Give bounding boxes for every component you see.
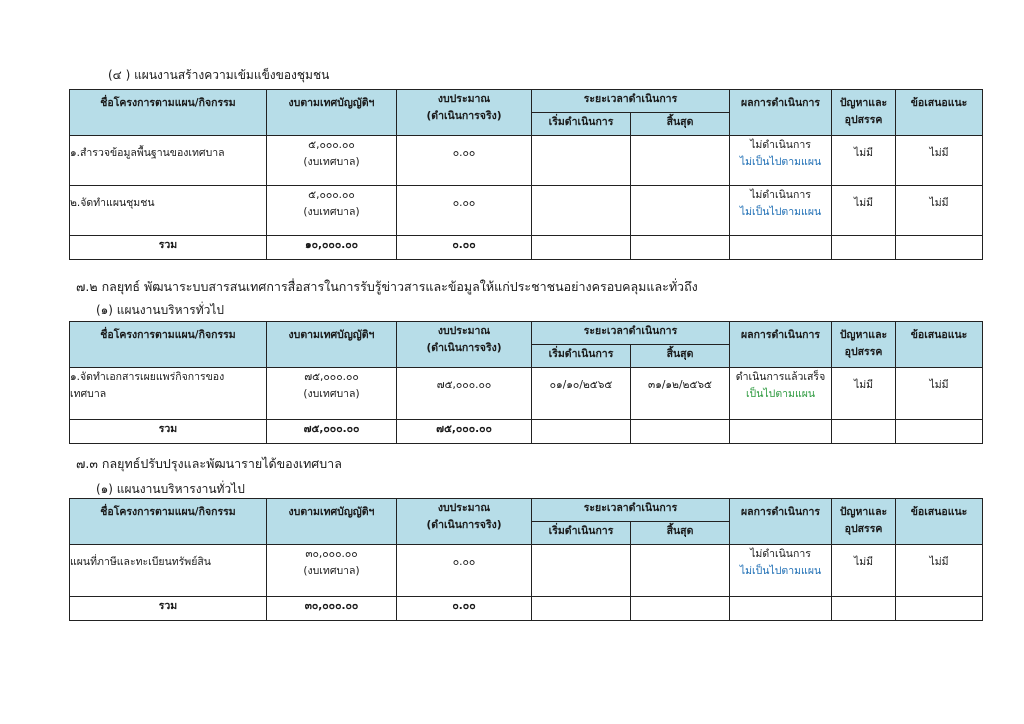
header-problem: ปัญหาและ อุปสรรค xyxy=(832,90,896,136)
section2-heading: (๑) แผนงานบริหารทั่วไป xyxy=(96,303,225,317)
actual-value: ๐.๐๐ xyxy=(397,545,532,597)
table-row xyxy=(70,368,983,420)
header-period: ระยะเวลาดำเนินการ xyxy=(532,499,730,522)
header-name: ชื่อโครงการตามแผน/กิจกรรม xyxy=(70,90,267,136)
header-result: ผลการดำเนินการ xyxy=(730,90,832,136)
project-name-cont: เทศบาล xyxy=(70,388,107,400)
budget-note: (งบเทศบาล) xyxy=(303,565,360,577)
total-label: รวม xyxy=(70,236,267,260)
section1-table xyxy=(69,89,983,260)
start-date: ๐๑/๑๐/๒๕๖๕ xyxy=(532,368,631,420)
result-status: เป็นไปตามแผน xyxy=(745,388,816,400)
result-status: ไม่เป็นไปตามแผน xyxy=(739,156,822,168)
table-row xyxy=(70,186,983,236)
budget-note: (งบเทศบาล) xyxy=(303,156,360,168)
end-date xyxy=(631,545,730,597)
result-status: ไม่เป็นไปตามแผน xyxy=(739,206,822,218)
result-status: ไม่เป็นไปตามแผน xyxy=(739,565,822,577)
total-budget: ๗๕,๐๐๐.๐๐ xyxy=(267,420,397,444)
section3-table xyxy=(69,498,983,621)
suggestion-value: ไม่มี xyxy=(896,368,983,420)
section3-heading: (๑) แผนงานบริหารงานทั่วไป xyxy=(96,482,245,496)
header-result: ผลการดำเนินการ xyxy=(730,322,832,368)
header-period: ระยะเวลาดำเนินการ xyxy=(532,322,730,345)
header-start: เริ่มดำเนินการ xyxy=(532,345,631,368)
budget-note: (งบเทศบาล) xyxy=(303,206,360,218)
header-period: ระยะเวลาดำเนินการ xyxy=(532,90,730,113)
table-row xyxy=(70,545,983,597)
suggestion-value: ไม่มี xyxy=(896,136,983,186)
total-row xyxy=(70,236,983,260)
total-row xyxy=(70,420,983,444)
problem-value: ไม่มี xyxy=(832,136,896,186)
header-actual: งบประมาณ (ดำเนินการจริง) xyxy=(397,322,532,368)
problem-value: ไม่มี xyxy=(832,186,896,236)
header-end: สิ้นสุด xyxy=(631,345,730,368)
suggestion-value: ไม่มี xyxy=(896,186,983,236)
section2-table xyxy=(69,321,983,444)
actual-value: ๐.๐๐ xyxy=(397,136,532,186)
header-suggestion: ข้อเสนอแนะ xyxy=(896,322,983,368)
start-date xyxy=(532,136,631,186)
start-date xyxy=(532,545,631,597)
table-row xyxy=(70,136,983,186)
header-result: ผลการดำเนินการ xyxy=(730,499,832,545)
header-suggestion: ข้อเสนอแนะ xyxy=(896,90,983,136)
header-problem: ปัญหาและ อุปสรรค xyxy=(832,499,896,545)
budget-value: ๗๕,๐๐๐.๐๐ xyxy=(304,371,359,383)
header-suggestion: ข้อเสนอแนะ xyxy=(896,499,983,545)
project-name: ๑.จัดทำเอกสารเผยแพร่กิจการของ xyxy=(70,371,225,383)
actual-value: ๐.๐๐ xyxy=(397,186,532,236)
header-end: สิ้นสุด xyxy=(631,522,730,545)
end-date: ๓๑/๑๒/๒๕๖๕ xyxy=(631,368,730,420)
budget-value: ๕,๐๐๐.๐๐ xyxy=(308,139,355,151)
section1-heading: (๔ ) แผนงานสร้างความเข้มแข็งของชุมชน xyxy=(108,68,330,82)
total-actual: ๗๕,๐๐๐.๐๐ xyxy=(397,420,532,444)
total-actual: ๐.๐๐ xyxy=(397,236,532,260)
budget-value: ๕,๐๐๐.๐๐ xyxy=(308,189,355,201)
start-date xyxy=(532,186,631,236)
budget-note: (งบเทศบาล) xyxy=(303,388,360,400)
total-row xyxy=(70,597,983,621)
result-text: ไม่ดำเนินการ xyxy=(750,189,811,201)
header-name: ชื่อโครงการตามแผน/กิจกรรม xyxy=(70,322,267,368)
header-name: ชื่อโครงการตามแผน/กิจกรรม xyxy=(70,499,267,545)
project-name: ๒.จัดทำแผนชุมชน xyxy=(70,186,267,236)
header-problem: ปัญหาและ อุปสรรค xyxy=(832,322,896,368)
header-budget: งบตามเทศบัญญัติฯ xyxy=(267,499,397,545)
actual-value: ๗๕,๐๐๐.๐๐ xyxy=(397,368,532,420)
end-date xyxy=(631,136,730,186)
strategy-7-2: ๗.๒ กลยุทธ์ พัฒนาระบบสารสนเทศการสื่อสารในการรับรู้ข่าวสารและข้อมูลให้แก่ประชาชนอย่างครอบคลุมและทั่วถึง xyxy=(76,279,698,294)
header-end: สิ้นสุด xyxy=(631,113,730,136)
header-budget: งบตามเทศบัญญัติฯ xyxy=(267,322,397,368)
total-label: รวม xyxy=(70,420,267,444)
total-label: รวม xyxy=(70,597,267,621)
header-start: เริ่มดำเนินการ xyxy=(532,113,631,136)
header-actual: งบประมาณ (ดำเนินการจริง) xyxy=(397,90,532,136)
header-start: เริ่มดำเนินการ xyxy=(532,522,631,545)
end-date xyxy=(631,186,730,236)
problem-value: ไม่มี xyxy=(832,545,896,597)
budget-value: ๓๐,๐๐๐.๐๐ xyxy=(305,548,358,560)
header-budget: งบตามเทศบัญญัติฯ xyxy=(267,90,397,136)
problem-value: ไม่มี xyxy=(832,368,896,420)
project-name: แผนที่ภาษีและทะเบียนทรัพย์สิน xyxy=(70,545,267,597)
total-budget: ๑๐,๐๐๐.๐๐ xyxy=(267,236,397,260)
result-text: ไม่ดำเนินการ xyxy=(750,548,811,560)
result-text: ไม่ดำเนินการ xyxy=(750,139,811,151)
project-name: ๑.สำรวจข้อมูลพื้นฐานของเทศบาล xyxy=(70,136,267,186)
strategy-7-3: ๗.๓ กลยุทธ์ปรับปรุงและพัฒนารายได้ของเทศบาล xyxy=(76,456,342,471)
header-actual: งบประมาณ (ดำเนินการจริง) xyxy=(397,499,532,545)
suggestion-value: ไม่มี xyxy=(896,545,983,597)
total-budget: ๓๐,๐๐๐.๐๐ xyxy=(267,597,397,621)
result-text: ดำเนินการแล้วเสร็จ xyxy=(735,371,826,383)
total-actual: ๐.๐๐ xyxy=(397,597,532,621)
